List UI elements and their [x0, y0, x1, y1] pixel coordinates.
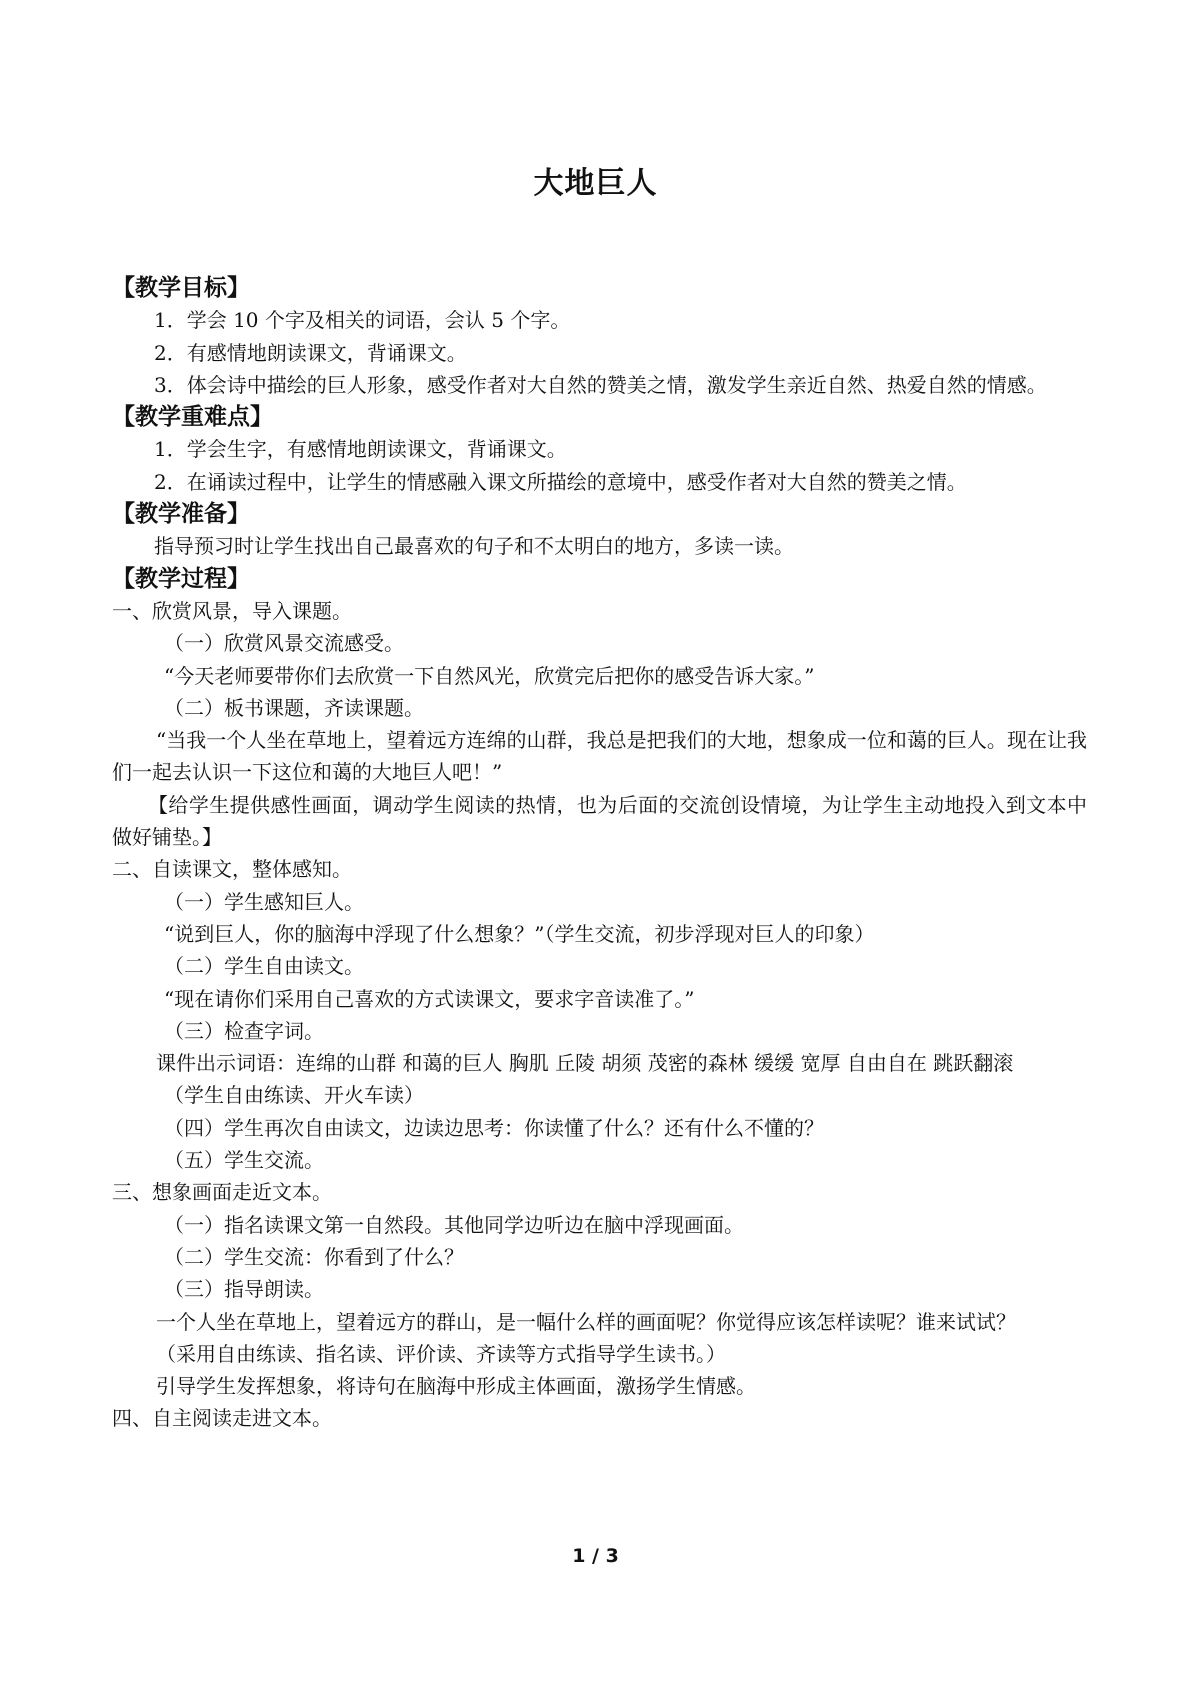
process-part-1-b: （二）板书课题，齐读课题。 [164, 695, 424, 720]
heading-preparation: 【教学准备】 [112, 501, 250, 528]
process-part-1-a: （一）欣赏风景交流感受。 [164, 631, 404, 656]
process-part-2-a: （一）学生感知巨人。 [164, 889, 364, 914]
heading-teaching-goals: 【教学目标】 [112, 275, 250, 301]
key-point-item-1: 1．学会生字，有感情地朗读课文，背诵课文。 [154, 437, 567, 462]
process-part-4-title: 四、自主阅读走进文本。 [112, 1406, 332, 1431]
process-part-3-a: （一）指名读课文第一自然段。其他同学边听边在脑中浮现画面。 [164, 1212, 744, 1237]
process-part-2-a-quote: “说到巨人，你的脑海中浮现了什么想象？”（学生交流，初步浮现对巨人的印象） [164, 921, 875, 946]
key-point-item-2: 2．在诵读过程中，让学生的情感融入课文所描绘的意境中，感受作者对大自然的赞美之情。 [154, 469, 967, 494]
heading-teaching-process: 【教学过程】 [112, 565, 250, 592]
heading-key-points: 【教学重难点】 [112, 404, 273, 431]
process-part-2-b-quote: “现在请你们采用自己喜欢的方式读课文，要求字音读准了。” [164, 986, 695, 1011]
process-part-3-c-text: 一个人坐在草地上，望着远方的群山，是一幅什么样的画面呢？你觉得应该怎样读呢？谁来试试？ [156, 1309, 1016, 1334]
process-part-1-note: 【给学生提供感性画面，调动学生阅读的热情，也为后面的交流创设情境，为让学生主动地投入到文本中做好铺垫。】 [112, 792, 1087, 850]
page-number: 1 / 3 [572, 1545, 619, 1567]
process-part-3-c-note: （采用自由练读、指名读、评价读、齐读等方式指导学生读书。） [156, 1341, 726, 1366]
process-part-2-e: （五）学生交流。 [164, 1148, 324, 1173]
document-body [112, 272, 1087, 1435]
process-part-2-c-words: 课件出示词语：连绵的山群 和蔼的巨人 胸肌 丘陵 胡须 茂密的森林 缓缓 宽厚 自由自在 跳跃翻滚 [156, 1051, 1014, 1076]
process-part-2-c: （三）检查字词。 [164, 1018, 324, 1043]
process-part-3-c: （三）指导朗读。 [164, 1277, 324, 1302]
process-part-2-b: （二）学生自由读文。 [164, 954, 364, 979]
process-part-1-a-quote: “今天老师要带你们去欣赏一下自然风光，欣赏完后把你的感受告诉大家。” [164, 663, 815, 688]
goal-item-3: 3．体会诗中描绘的巨人形象，感受作者对大自然的赞美之情，激发学生亲近自然、热爱自然的情感。 [154, 372, 1047, 397]
process-part-2-d: （四）学生再次自由读文，边读边思考：你读懂了什么？还有什么不懂的？ [164, 1115, 824, 1140]
goal-item-2: 2．有感情地朗读课文，背诵课文。 [154, 340, 467, 365]
process-part-2-c-note: （学生自由练读、开火车读） [164, 1083, 424, 1108]
goal-item-1: 1．学会 10 个字及相关的词语，会认 5 个字。 [154, 308, 571, 333]
preparation-text: 指导预习时让学生找出自己最喜欢的句子和不太明白的地方，多读一读。 [154, 534, 794, 559]
process-part-1-title: 一、欣赏风景，导入课题。 [112, 598, 352, 623]
process-part-3-title: 三、想象画面走近文本。 [112, 1180, 332, 1205]
process-part-3-b: （二）学生交流：你看到了什么？ [164, 1244, 464, 1269]
process-part-1-b-quote: “当我一个人坐在草地上，望着远方连绵的山群，我总是把我们的大地，想象成一位和蔼的巨人。现在让我们一起去认识一下这位和蔼的大地巨人吧！” [112, 728, 1087, 785]
process-part-3-c-guide: 引导学生发挥想象，将诗句在脑海中形成主体画面，激扬学生情感。 [156, 1374, 756, 1399]
page-title: 大地巨人 [533, 166, 658, 201]
process-part-2-title: 二、自读课文，整体感知。 [112, 857, 352, 882]
